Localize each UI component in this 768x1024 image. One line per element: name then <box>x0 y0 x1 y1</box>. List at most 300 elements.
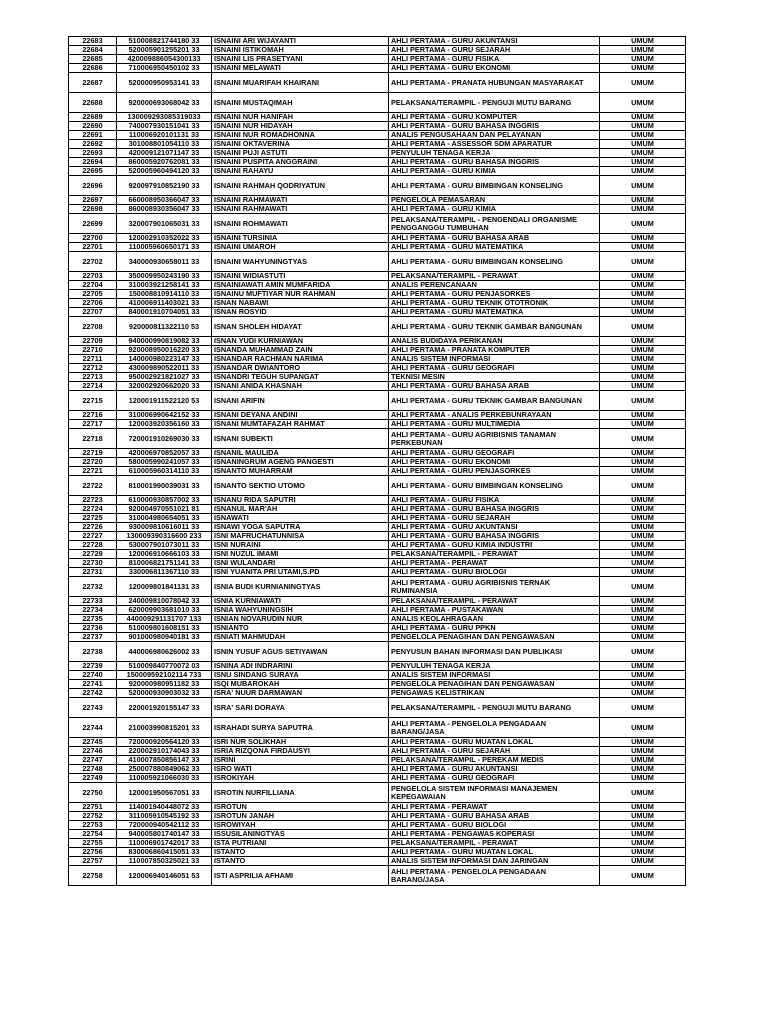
nip-cell: 610005960314110 33 <box>117 467 212 476</box>
position-cell: ANALIS SISTEM INFORMASI <box>389 671 600 680</box>
name-cell: ISNAINI PUSPITA ANGGRAINI <box>212 158 389 167</box>
nip-cell: 110005921066030 33 <box>117 774 212 783</box>
status-cell: UMUM <box>600 662 686 671</box>
status-cell: UMUM <box>600 671 686 680</box>
row-number: 22704 <box>69 281 117 290</box>
table-row <box>69 382 686 391</box>
row-number: 22713 <box>69 373 117 382</box>
nip-cell: 110007850325021 33 <box>117 857 212 866</box>
table-row <box>69 252 686 272</box>
name-cell: ISROTUN <box>212 803 389 812</box>
status-cell: UMUM <box>600 848 686 857</box>
table-row <box>69 64 686 73</box>
status-cell: UMUM <box>600 252 686 272</box>
status-cell: UMUM <box>600 606 686 615</box>
nip-cell: 240009810078042 33 <box>117 597 212 606</box>
status-cell: UMUM <box>600 373 686 382</box>
status-cell: UMUM <box>600 299 686 308</box>
name-cell: ISNAINI NUR HANIFAH <box>212 113 389 122</box>
name-cell: ISNAINI NUR ROMADHONNA <box>212 131 389 140</box>
row-number: 22748 <box>69 765 117 774</box>
nip-cell: 120003920356160 33 <box>117 420 212 429</box>
table-row <box>69 642 686 662</box>
nip-cell: 940005801740147 33 <box>117 830 212 839</box>
status-cell: UMUM <box>600 272 686 281</box>
nip-cell: 810001990039031 33 <box>117 476 212 496</box>
table-row <box>69 411 686 420</box>
table-row <box>69 346 686 355</box>
row-number: 22740 <box>69 671 117 680</box>
table-row <box>69 671 686 680</box>
position-cell: AHLI PERTAMA - PENGELOLA PENGADAAN BARANG/JASA <box>389 718 600 738</box>
status-cell: UMUM <box>600 718 686 738</box>
table-row <box>69 196 686 205</box>
row-number: 22731 <box>69 568 117 577</box>
name-cell: ISNAINI TURSINIA <box>212 234 389 243</box>
status-cell: UMUM <box>600 176 686 196</box>
nip-cell: 110005960650171 33 <box>117 243 212 252</box>
status-cell: UMUM <box>600 624 686 633</box>
row-number: 22695 <box>69 167 117 176</box>
row-number: 22732 <box>69 577 117 597</box>
table-row <box>69 496 686 505</box>
table-row <box>69 158 686 167</box>
row-number: 22724 <box>69 505 117 514</box>
row-number: 22684 <box>69 46 117 55</box>
name-cell: ISNAINI ROHMAWATI <box>212 214 389 234</box>
table-row <box>69 93 686 113</box>
nip-cell: 220001920155147 33 <box>117 698 212 718</box>
position-cell: PENGELOLA PENAGIHAN DAN PENGAWASAN <box>389 680 600 689</box>
row-number: 22688 <box>69 93 117 113</box>
nip-cell: 130009390316600 233 <box>117 532 212 541</box>
table-row <box>69 272 686 281</box>
name-cell: ISRI NUR SOLIKHAH <box>212 738 389 747</box>
table-row <box>69 550 686 559</box>
status-cell: UMUM <box>600 411 686 420</box>
nip-cell: 311005910545192 33 <box>117 812 212 821</box>
position-cell: AHLI PERTAMA - GURU KOMPUTER <box>389 113 600 122</box>
table-row <box>69 680 686 689</box>
status-cell: UMUM <box>600 821 686 830</box>
position-cell: ANALIS PERENCANAAN <box>389 281 600 290</box>
nip-cell: 140000980223147 33 <box>117 355 212 364</box>
position-cell: PELAKSANA/TERAMPIL - PENGENDALI ORGANISME PENGGANGGU TUMBUHAN <box>389 214 600 234</box>
nip-cell: 440006980626002 33 <box>117 642 212 662</box>
position-cell: AHLI PERTAMA - GURU BIMBINGAN KONSELING <box>389 176 600 196</box>
row-number: 22751 <box>69 803 117 812</box>
row-number: 22727 <box>69 532 117 541</box>
status-cell: UMUM <box>600 568 686 577</box>
status-cell: UMUM <box>600 158 686 167</box>
name-cell: ISQI MUBAROKAH <box>212 680 389 689</box>
row-number: 22750 <box>69 783 117 803</box>
status-cell: UMUM <box>600 449 686 458</box>
table-row <box>69 857 686 866</box>
nip-cell: 520000930903032 33 <box>117 689 212 698</box>
status-cell: UMUM <box>600 364 686 373</box>
status-cell: UMUM <box>600 857 686 866</box>
row-number: 22755 <box>69 839 117 848</box>
row-number: 22747 <box>69 756 117 765</box>
table-row <box>69 821 686 830</box>
table-row <box>69 391 686 411</box>
position-cell: PELAKSANA/TERAMPIL - PERAWAT <box>389 839 600 848</box>
row-number: 22703 <box>69 272 117 281</box>
row-number: 22706 <box>69 299 117 308</box>
nip-cell: 120006910666103 33 <box>117 550 212 559</box>
position-cell: AHLI PERTAMA - GURU MULTIMEDIA <box>389 420 600 429</box>
nip-cell: 620009903681010 33 <box>117 606 212 615</box>
table-row <box>69 541 686 550</box>
nip-cell: 901000980940181 33 <box>117 633 212 642</box>
name-cell: ISNI MAFRUCHATUNNISA <box>212 532 389 541</box>
name-cell: ISNAN SHOLEH HIDAYAT <box>212 317 389 337</box>
position-cell: AHLI PERTAMA - GURU MATEMATIKA <box>389 243 600 252</box>
table-row <box>69 429 686 449</box>
position-cell: AHLI PERTAMA - PERAWAT <box>389 803 600 812</box>
position-cell: AHLI PERTAMA - GURU KIMIA <box>389 167 600 176</box>
status-cell: UMUM <box>600 839 686 848</box>
row-number: 22696 <box>69 176 117 196</box>
nip-cell: 510009801608151 33 <box>117 624 212 633</box>
position-cell: PELAKSANA/TERAMPIL - PERAWAT <box>389 550 600 559</box>
position-cell: PELAKSANA/TERAMPIL - PENGUJI MUTU BARANG <box>389 93 600 113</box>
name-cell: ISNAINI MELAWATI <box>212 64 389 73</box>
name-cell: ISNAINI OKTAVERINA <box>212 140 389 149</box>
nip-cell: 410006911403021 33 <box>117 299 212 308</box>
name-cell: ISNANDA MUHAMMAD ZAIN <box>212 346 389 355</box>
table-row <box>69 839 686 848</box>
position-cell: AHLI PERTAMA - GURU BIOLOGI <box>389 821 600 830</box>
nip-cell: 320002920662020 33 <box>117 382 212 391</box>
table-row <box>69 812 686 821</box>
nip-cell: 830006860415051 33 <box>117 848 212 857</box>
status-cell: UMUM <box>600 756 686 765</box>
status-cell: UMUM <box>600 496 686 505</box>
status-cell: UMUM <box>600 205 686 214</box>
table-row <box>69 662 686 671</box>
nip-cell: 340000930658011 33 <box>117 252 212 272</box>
table-row <box>69 624 686 633</box>
row-number: 22753 <box>69 821 117 830</box>
nip-cell: 660008950366047 33 <box>117 196 212 205</box>
status-cell: UMUM <box>600 73 686 93</box>
row-number: 22693 <box>69 149 117 158</box>
row-number: 22691 <box>69 131 117 140</box>
nip-cell: 950002921821027 33 <box>117 373 212 382</box>
row-number: 22754 <box>69 830 117 839</box>
name-cell: ISROTIN NURFILLIANA <box>212 783 389 803</box>
table-row <box>69 290 686 299</box>
name-cell: ISNAINI NUR HIDAYAH <box>212 122 389 131</box>
name-cell: ISNI NUZUL IMAMI <box>212 550 389 559</box>
position-cell: AHLI PERTAMA - GURU AGRIBISNIS TANAMAN PERKEBUNAN <box>389 429 600 449</box>
nip-cell: 920097910852190 33 <box>117 176 212 196</box>
status-cell: UMUM <box>600 308 686 317</box>
name-cell: ISNAINI ISTIKOMAH <box>212 46 389 55</box>
name-cell: ISNANIL MAULIDA <box>212 449 389 458</box>
position-cell: AHLI PERTAMA - GURU TEKNIK OTOTRONIK <box>389 299 600 308</box>
name-cell: ISNANDRI TEGUH SUPANGAT <box>212 373 389 382</box>
name-cell: ISNIN YUSUF AGUS SETIYAWAN <box>212 642 389 662</box>
position-cell: AHLI PERTAMA - GURU AGRIBISNIS TERNAK RUMINANSIA <box>389 577 600 597</box>
table-row <box>69 523 686 532</box>
row-number: 22734 <box>69 606 117 615</box>
table-row <box>69 299 686 308</box>
position-cell: AHLI PERTAMA - GURU BIOLOGI <box>389 568 600 577</box>
document-page <box>68 36 685 886</box>
row-number: 22700 <box>69 234 117 243</box>
row-number: 22699 <box>69 214 117 234</box>
row-number: 22711 <box>69 355 117 364</box>
status-cell: UMUM <box>600 803 686 812</box>
nip-cell: 740007930151041 33 <box>117 122 212 131</box>
nip-cell: 310003921258141 33 <box>117 281 212 290</box>
table-row <box>69 149 686 158</box>
row-number: 22737 <box>69 633 117 642</box>
position-cell: AHLI PERTAMA - PENGELOLA PENGADAAN BARANG/JASA <box>389 866 600 886</box>
row-number: 22752 <box>69 812 117 821</box>
nip-cell: 510009840770072 03 <box>117 662 212 671</box>
row-number: 22685 <box>69 55 117 64</box>
table-row <box>69 783 686 803</box>
position-cell: AHLI PERTAMA - GURU BAHASA INGGRIS <box>389 158 600 167</box>
name-cell: ISNAINI RAHAYU <box>212 167 389 176</box>
position-cell: AHLI PERTAMA - ANALIS PERKEBUNRAYAAN <box>389 411 600 420</box>
row-number: 22742 <box>69 689 117 698</box>
name-cell: ISRIA RIZQONA FIRDAUSYI <box>212 747 389 756</box>
name-cell: ISTI ASPRILIA AFHAMI <box>212 866 389 886</box>
table-row <box>69 113 686 122</box>
status-cell: UMUM <box>600 467 686 476</box>
nip-cell: 720001910269030 33 <box>117 429 212 449</box>
name-cell: ISNIATI MAHMUDAH <box>212 633 389 642</box>
status-cell: UMUM <box>600 541 686 550</box>
row-number: 22749 <box>69 774 117 783</box>
status-cell: UMUM <box>600 140 686 149</box>
status-cell: UMUM <box>600 642 686 662</box>
position-cell: AHLI PERTAMA - GURU EKONOMI <box>389 64 600 73</box>
row-number: 22746 <box>69 747 117 756</box>
row-number: 22756 <box>69 848 117 857</box>
table-row <box>69 308 686 317</box>
position-cell: PENYUSUN BAHAN INFORMASI DAN PUBLIKASI <box>389 642 600 662</box>
row-number: 22745 <box>69 738 117 747</box>
nip-cell: 860008930356047 33 <box>117 205 212 214</box>
status-cell: UMUM <box>600 37 686 46</box>
table-row <box>69 559 686 568</box>
table-row <box>69 606 686 615</box>
position-cell: PENYULUH TENAGA KERJA <box>389 149 600 158</box>
position-cell: AHLI PERTAMA - GURU FISIKA <box>389 496 600 505</box>
nip-cell: 110006920101131 33 <box>117 131 212 140</box>
name-cell: ISTANTO <box>212 857 389 866</box>
position-cell: AHLI PERTAMA - GURU FISIKA <box>389 55 600 64</box>
nip-cell: 120001950567051 33 <box>117 783 212 803</box>
status-cell: UMUM <box>600 337 686 346</box>
row-number: 22736 <box>69 624 117 633</box>
position-cell: ANALIS SISTEM INFORMASI DAN JARINGAN <box>389 857 600 866</box>
name-cell: ISNANI ANIDA KHASNAH <box>212 382 389 391</box>
table-row <box>69 476 686 496</box>
status-cell: UMUM <box>600 55 686 64</box>
table-row <box>69 756 686 765</box>
name-cell: ISROWIYAH <box>212 821 389 830</box>
row-number: 22723 <box>69 496 117 505</box>
table-row <box>69 449 686 458</box>
row-number: 22707 <box>69 308 117 317</box>
nip-cell: 510008821744180 33 <box>117 37 212 46</box>
position-cell: PENGELOLA PEMASARAN <box>389 196 600 205</box>
status-cell: UMUM <box>600 680 686 689</box>
status-cell: UMUM <box>600 577 686 597</box>
status-cell: UMUM <box>600 64 686 73</box>
name-cell: ISNAINI MUARIFAH KHAIRANI <box>212 73 389 93</box>
position-cell: AHLI PERTAMA - PERAWAT <box>389 559 600 568</box>
position-cell: AHLI PERTAMA - GURU KIMIA INDUSTRI <box>389 541 600 550</box>
nip-cell: 250007880849062 33 <box>117 765 212 774</box>
nip-cell: 420006970852057 33 <box>117 449 212 458</box>
name-cell: ISNAINI MUSTAQIMAH <box>212 93 389 113</box>
status-cell: UMUM <box>600 113 686 122</box>
table-row <box>69 420 686 429</box>
nip-cell: 350009950243190 33 <box>117 272 212 281</box>
nip-cell: 150008810914110 33 <box>117 290 212 299</box>
position-cell: AHLI PERTAMA - GURU MUATAN LOKAL <box>389 848 600 857</box>
row-number: 22733 <box>69 597 117 606</box>
status-cell: UMUM <box>600 738 686 747</box>
nip-cell: 920008950016220 33 <box>117 346 212 355</box>
name-cell: ISRA' SARI DORAYA <box>212 698 389 718</box>
table-row <box>69 131 686 140</box>
name-cell: ISNU SINDANG SURAYA <box>212 671 389 680</box>
position-cell: AHLI PERTAMA - GURU PENJASORKES <box>389 290 600 299</box>
status-cell: UMUM <box>600 214 686 234</box>
status-cell: UMUM <box>600 866 686 886</box>
row-number: 22687 <box>69 73 117 93</box>
position-cell: AHLI PERTAMA - GURU BAHASA ARAB <box>389 812 600 821</box>
row-number: 22692 <box>69 140 117 149</box>
position-cell: AHLI PERTAMA - GURU AKUNTANSI <box>389 37 600 46</box>
name-cell: ISNANI ARIFIN <box>212 391 389 411</box>
nip-cell: 320007901065031 33 <box>117 214 212 234</box>
nip-cell: 720000940542112 33 <box>117 821 212 830</box>
position-cell: PENGAWAS KELISTRIKAN <box>389 689 600 698</box>
table-row <box>69 738 686 747</box>
table-row <box>69 176 686 196</box>
table-row <box>69 615 686 624</box>
nip-cell: 430009890522011 33 <box>117 364 212 373</box>
row-number: 22686 <box>69 64 117 73</box>
position-cell: AHLI PERTAMA - GURU SEJARAH <box>389 514 600 523</box>
row-number: 22722 <box>69 476 117 496</box>
nip-cell: 520005960494120 33 <box>117 167 212 176</box>
row-number: 22702 <box>69 252 117 272</box>
nip-cell: 330006811367110 33 <box>117 568 212 577</box>
name-cell: ISNAINU MUFTIYAR NUR RAHMAN <box>212 290 389 299</box>
name-cell: ISNAN NABAWI <box>212 299 389 308</box>
name-cell: ISNI YUANITA PRI UTAMI,S.PD <box>212 568 389 577</box>
nip-cell: 710006950450102 33 <box>117 64 212 73</box>
name-cell: ISNANTO MUHARRAM <box>212 467 389 476</box>
position-cell: AHLI PERTAMA - PRANATA KOMPUTER <box>389 346 600 355</box>
table-row <box>69 243 686 252</box>
name-cell: ISNANI MUMTAFAZAH RAHMAT <box>212 420 389 429</box>
status-cell: UMUM <box>600 812 686 821</box>
status-cell: UMUM <box>600 167 686 176</box>
nip-cell: 530007901073011 33 <box>117 541 212 550</box>
table-row <box>69 467 686 476</box>
name-cell: ISNANUL MAR'AH <box>212 505 389 514</box>
row-number: 22725 <box>69 514 117 523</box>
nip-cell: 120009801841131 33 <box>117 577 212 597</box>
status-cell: UMUM <box>600 783 686 803</box>
position-cell: PENGELOLA PENAGIHAN DAN PENGAWASAN <box>389 633 600 642</box>
row-number: 22729 <box>69 550 117 559</box>
position-cell: AHLI PERTAMA - ASSESSOR SDM APARATUR <box>389 140 600 149</box>
status-cell: UMUM <box>600 765 686 774</box>
row-number: 22709 <box>69 337 117 346</box>
row-number: 22694 <box>69 158 117 167</box>
position-cell: ANALIS BUDIDAYA PERIKANAN <box>389 337 600 346</box>
nip-cell: 114001940448072 33 <box>117 803 212 812</box>
status-cell: UMUM <box>600 122 686 131</box>
table-row <box>69 866 686 886</box>
name-cell: ISNANDAR RACHMAN NARIMA <box>212 355 389 364</box>
table-row <box>69 505 686 514</box>
position-cell: AHLI PERTAMA - GURU GEOGRAFI <box>389 774 600 783</box>
status-cell: UMUM <box>600 429 686 449</box>
name-cell: ISTANTO <box>212 848 389 857</box>
position-cell: AHLI PERTAMA - GURU GEOGRAFI <box>389 364 600 373</box>
name-cell: ISNAINI RAHMAWATI <box>212 196 389 205</box>
row-number: 22715 <box>69 391 117 411</box>
position-cell: TEKNISI MESIN <box>389 373 600 382</box>
status-cell: UMUM <box>600 131 686 140</box>
status-cell: UMUM <box>600 93 686 113</box>
nip-cell: 920000811322110 53 <box>117 317 212 337</box>
row-number: 22757 <box>69 857 117 866</box>
table-row <box>69 633 686 642</box>
name-cell: ISNAINI WAHYUNINGTYAS <box>212 252 389 272</box>
table-row <box>69 37 686 46</box>
position-cell: AHLI PERTAMA - GURU SEJARAH <box>389 747 600 756</box>
name-cell: ISNANDAR DWIANTORO <box>212 364 389 373</box>
name-cell: ISNAN YUDI KURNIAWAN <box>212 337 389 346</box>
nip-cell: 220002910174043 33 <box>117 747 212 756</box>
table-row <box>69 689 686 698</box>
row-number: 22717 <box>69 420 117 429</box>
row-number: 22708 <box>69 317 117 337</box>
row-number: 22758 <box>69 866 117 886</box>
position-cell: AHLI PERTAMA - GURU AKUNTANSI <box>389 523 600 532</box>
nip-cell: 580005990241057 33 <box>117 458 212 467</box>
nip-cell: 120006940146051 53 <box>117 866 212 886</box>
nip-cell: 310006990642152 33 <box>117 411 212 420</box>
nip-cell: 120001911522120 53 <box>117 391 212 411</box>
position-cell: PELAKSANA/TERAMPIL - PENGUJI MUTU BARANG <box>389 698 600 718</box>
row-number: 22741 <box>69 680 117 689</box>
status-cell: UMUM <box>600 532 686 541</box>
table-row <box>69 698 686 718</box>
position-cell: AHLI PERTAMA - GURU PENJASORKES <box>389 467 600 476</box>
name-cell: ISNAINI RAHMAH QODRIYATUN <box>212 176 389 196</box>
nip-cell: 610000930857002 33 <box>117 496 212 505</box>
status-cell: UMUM <box>600 514 686 523</box>
name-cell: ISNANI SUBEKTI <box>212 429 389 449</box>
table-row <box>69 373 686 382</box>
